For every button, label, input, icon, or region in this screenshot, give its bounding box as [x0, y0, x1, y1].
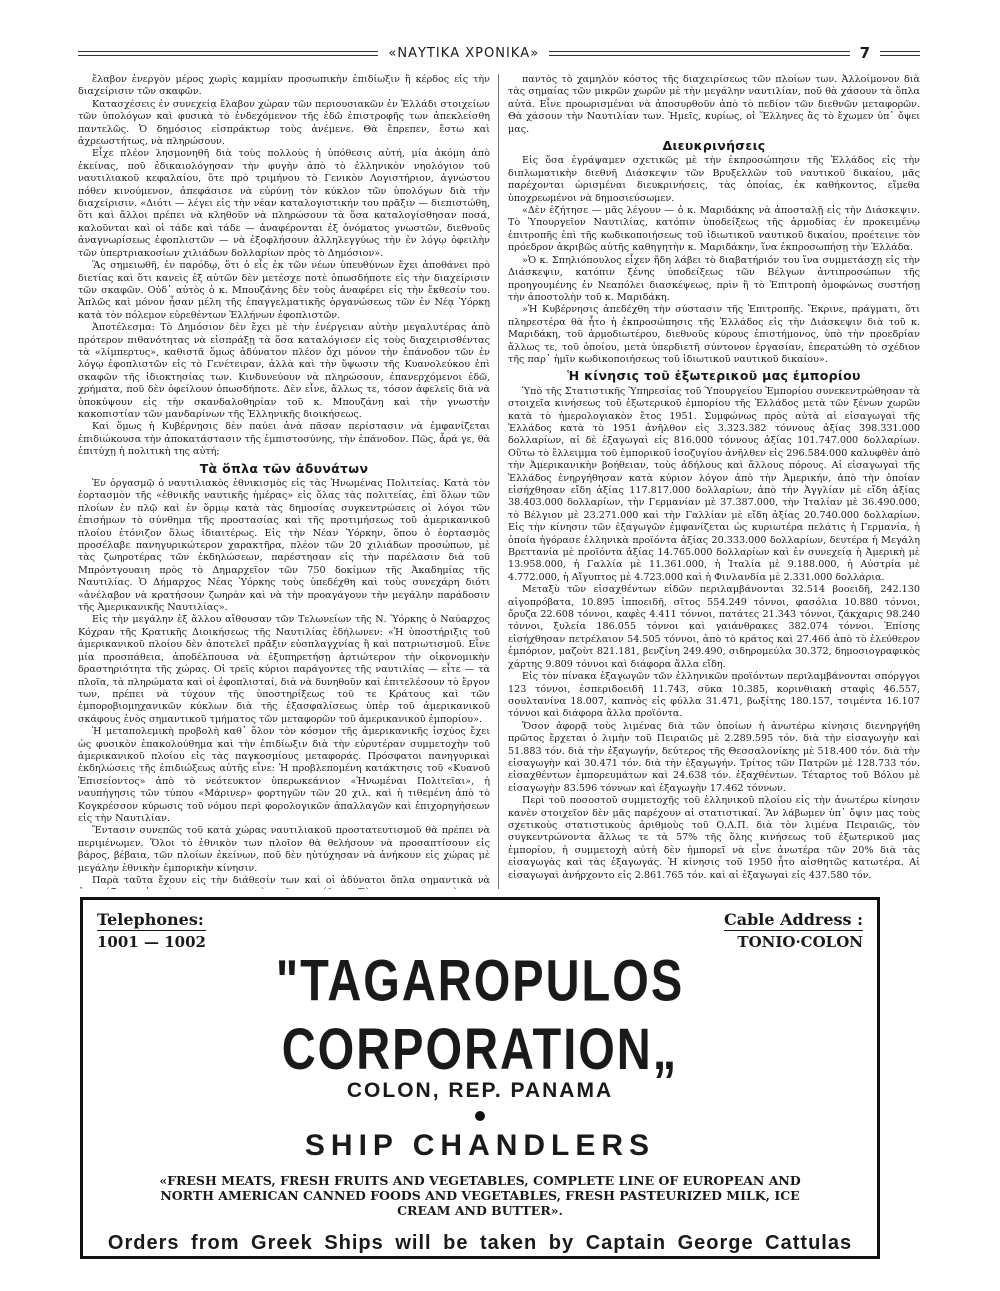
company-name: "TAGAROPULOS CORPORATION„ [275, 946, 685, 1082]
article-paragraph: Εἰς τὴν μεγάλην ἐξ ἄλλου αἴθουσαν τῶν Τελωνείων τῆς Ν. Ὑόρκης ὁ Ναύαρχος Κόχραν τῆς Κρατικῆς Διοικήσεως τῆς Ναυτιλίας ἐδήλωνεν: «Ἡ ὑποστήριξις τοῦ ἀμερικανικοῦ πλοίου δὲν ἀποτελεῖ πρᾶξιν εὐσπλαγχνίας ἢ καὶ πατριωτισμοῦ. Εἶνε μία προσπάθεια, ἀποδέλπουσα νὰ ἐξυπηρετήσῃ ἀρτιώτερον τὴν οἰκονομικὴν δραστηριότητα τῆς χώρας. Οἱ τρεῖς κύριοι παράγοντες τῆς ναυτιλίας — εἶτε — τὰ πλοῖα, τὰ πληρώματα καὶ οἱ ἐφοπλισταί, διὰ νὰ δυνηθοῦν καὶ ἐπιτελέσουν τὸ ἔργον των, πρέπει νὰ τύχουν τῆς ὑποστηρίξεως τοῦ τε Κράτους καὶ τῶν ἐμποροβιομηχανικῶν κύκλων διὰ τῆς ἐξασφαλίσεως ὑπὲρ τοῦ ἀμερικανικοῦ σκάφους ἑνὸς σημαντικοῦ τμήματος τῶν μεταφορῶν τοῦ ἀμερικανικοῦ ἐμπορίου». [78, 614, 490, 725]
article-paragraph: Κατασχέσεις ἐν συνεχείᾳ ἔλαβον χώραν τῶν περιουσιακῶν ἐν Ἑλλάδι στοιχείων τῶν ὑπολόγων καὶ φυσικὰ τὸ ἐνδεχόμενον τῆς ἐδῶ ἐπιστροφῆς των ἀπεκλείσθη παντελῶς. Ὁ δημόσιος εἰσπράκτωρ τοὺς ἀνέμενε. Θὰ ἔπρεπεν, ἔστω καὶ ἀχρεωστήτως, νὰ πληρώσουν. [78, 98, 490, 148]
article-paragraph: Ὅσον ἀφορᾷ τοὺς λιμένας διὰ τῶν ὁποίων ἡ ἀνωτέρω κίνησις διενηργήθη πρῶτος ἔρχεται ὁ λιμὴν τοῦ Πειραιῶς μὲ 2.289.595 τόν. διὰ τὴν εἰσαγωγὴν καὶ 51.883 τόν. διὰ τὴν ἐξαγωγήν, δεύτερος τῆς Θεσσαλονίκης μὲ 518.400 τόν. διὰ τὴν εἰσαγωγὴν καὶ 30.471 τόν. διὰ τὴν ἐξαγωγήν. Τρίτος τῶν Πατρῶν μὲ 128.733 τόν. εἰσαχθέντων ἐμπορευμάτων καὶ 24.638 τόν. ἐξαχθέντων. Τέταρτος τοῦ Βόλου μὲ εἰσαγωγὴν 83.596 τόννων καὶ ἐξαγωγὴν 17.462 τόννων. [508, 720, 920, 794]
article-paragraph: Παρὰ ταῦτα ἔχουν εἰς τὴν διάθεσίν των καὶ οἱ ἀδύνατοι ὅπλα σημαντικὰ νὰ [92, 875, 490, 886]
telephones-label: Telephones: [97, 910, 206, 931]
cable-value: TONIO·COLON [737, 933, 863, 951]
masthead-title: «ΝΑΥΤΙΚΑ ΧΡΟΝΙΚΑ» [388, 45, 540, 61]
telephones-value: 1001 — 1002 [97, 933, 206, 951]
article-paragraph: Ἐν ὀργασμῷ ὁ ναυτιλιακὸς ἐθνικισμὸς εἰς τὰς Ἡνωμένας Πολιτείας. Κατὰ τὸν ἑορτασμὸν τῆς «ἐθνικῆς ναυτικῆς ἡμέρας» εἰς ὅλας τὰς πολιτείας, ἐπὶ ὅλων τῶν πλοίων ἐν πλῷ καὶ ἐν ὅρμῳ κατὰ τὰς δημοσίας συγκεντρώσεις οἱ λόγοι τῶν ἐπισήμων τὸ σύνθημα τῆς προστασίας καὶ τῆς προτιμήσεως τοῦ ἀμερικανικοῦ πλοίου ἐτόνιζον ὅλως ἰδιαιτέρως. Εἰς τὴν Νέαν Ὑόρκην, ὅπου ὁ ἑορτασμὸς προσέλαβε πανηγυρικώτερον χαρακτῆρα, πλέον τῶν 20 χιλιάδων προσώπων, μὲ τὰς ζωηροτέρας τῶν ἐκδηλώσεων, παρέστησαν εἰς τὴν παρέλασιν διὰ τοῦ Μπρόντγουαιη πρὸς τὸ Δημαρχεῖον τῶν 750 δοκίμων τῆς Ἀκαδημίας τῆς Ναυτιλίας. Ὁ Δήμαρχος Νέας Ὑόρκης τοὺς ὑπεδέχθη καὶ τοὺς συνεχάρη διότι «ἀνέλαβον νὰ κρατήσουν ζωηρὰν καὶ νὰ τὴν προαγάγουν τὴν μεγάλην παράδοσιν τῆς Ἀμερικανικῆς Ναυτιλίας». [78, 478, 490, 614]
advertisement-box [80, 897, 880, 1259]
article-paragraph: »Ὁ κ. Σπηλιόπουλος εἶχεν ἤδη λάβει τὸ διαβατήριόν του ἵνα συμμετάσχῃ εἰς τὴν Διάσκεψιν, κατόπιν ξένης ὑποδείξεως τῶν Βέλγων ἀντιπροσώπων τῆς προηγουμένης ἐν Νεαπόλει διασκέψεως, πρὶν ἢ τὸ Ἐπιτροπὴ ὁμοφώνως συστήσῃ τὴν ἀποστολὴν τοῦ κ. Μαριδάκη. [508, 254, 920, 303]
article-paragraph: Περὶ τοῦ ποσοστοῦ συμμετοχῆς τοῦ ἑλληνικοῦ πλοίου εἰς τὴν ἀνωτέρω κίνησιν κανὲν στοιχεῖον δὲν μᾶς παρέχουν αἱ στατιστικαί. Ἂν λάβωμεν ὑπ᾽ ὄψιν μας τοὺς σχετικοὺς στατιστικοὺς ἀριθμοὺς τοῦ Ο.Λ.Π. διὰ τὸν λιμένα Πειραιῶς, τὸν συγκεντρώνοντα ἄλλως τε τὰ 57% τῆς ὅλης κινήσεως τοῦ ἐξωτερικοῦ μας ἐμπορίου, ἡ συμμετοχὴ αὐτὴ δὲν ἠμπορεῖ νὰ εἶνε ἀνωτέρα τῶν 20% διὰ τὰς εἰσαγωγὰς καὶ τὰς ἐξαγωγάς. Ἡ κίνησις τοῦ 1950 ἦτο αἰσθητῶς κατωτέρα. Αἱ εἰσαγωγαὶ ἀνήρχοντο εἰς 2.861.765 τόν. καὶ αἱ ἐξαγωγαὶ εἰς 437.580 τόν. [508, 795, 920, 881]
cable-label: Cable Address : [723, 910, 863, 929]
article-paragraph: »Ἡ Κυβέρνησις ἀπεδέχθη τὴν σύστασιν τῆς Ἐπιτροπῆς. Ἔκρινε, πράγματι, ὅτι πληρεστέρα θὰ ἦτο ἡ ἐκπροσώπησις τῆς Ἑλλάδος εἰς τὴν Διάσκεψιν διὰ τοῦ κ. Μαριδάκη, τοῦ ἁρμοδιωτέρου, διεθνοῦς κύρους ἐπιστήμονος, ὑπὸ τὴν προεδρίαν ἄλλως τε, τοῦ ὁποίου, μετὰ ὑπερδιετῆ σύντονον ἐργασίαν, ἐπερατώθη τὸ σχέδιον τῆς παρ᾽ ἡμῖν κωδικοποιήσεως τοῦ ἰδιωτικοῦ ναυτικοῦ δικαίου». [508, 304, 920, 365]
trade-title: SHIP CHANDLERS [304, 1129, 656, 1162]
article-paragraph: ἔλαβον ἐνεργὸν μέρος χωρὶς καμμίαν προσωπικὴν ἐπιδίωξιν ἢ κέρδος εἰς τὴν διαχείρισιν τῶν σκαφῶν. [78, 74, 490, 98]
right-column [508, 74, 920, 889]
article-paragraph: Ἀποτέλεσμα: Τὸ Δημόσιον δὲν ἔχει μὲ τὴν ἐνέργειαν αὐτὴν μεγαλυτέρας ἀπὸ πρότερον πιθανότητας νὰ εἰσπράξῃ τὰ ὅσα καταλόγισεν εἰς τοὺς διαχειρισθέντας τὰ «λίμπερτυς», καθιστᾶ ὅμως ἀδύνατον πλέον ὄχι μόνον τὴν ἐπάνοδον τῶν ἐν λόγῳ ἐφοπλιστῶν εἰς τὸ Γενέτειραν, ἀλλὰ καὶ τὴν ὕψωσιν τῆς Κυανολεύκου ἐπὶ σκαφῶν τῆς ἰδιοκτησίας των. Κινδυνεύουν νὰ πληρώσουν, ἐπανερχόμενοι ἐδῶ, χρήματα, ποῦ δὲν ὀφείλουν ὁπωσδήποτε. Δὲν εἶνε, ἄλλως τε, τόσον ἀφελεῖς διὰ νὰ ὑποκύψουν εἰς τὴν σκανδαλοθηρίαν τοῦ κ. Μπουζάνη καὶ τὴν γνωστὴν κακοπιστίαν τῶν μανδαρίνων τῆς Ἑλληνικῆς διοικήσεως. [78, 322, 490, 420]
header-rule-end [880, 51, 920, 56]
article-paragraph: Καὶ ὅμως ἡ Κυβέρνησις δὲν παύει ἀνὰ πᾶσαν περίστασιν νὰ ἐμφανίζεται ἐπιδιώκουσα τὴν ἀποκατάστασιν τῆς ἐμπιστοσύνης, τὴν ἐπάνοδον. Πῶς, ἆρά γε, θὰ ἐπιτύχῃ ἡ πολιτικὴ της αὐτή; [78, 421, 490, 458]
article-paragraph: Ἂς σημειωθῆ, ἐν παρόδῳ, ὅτι ὁ εἷς ἐκ τῶν νέων ὑπευθύνων ἔχει ἀποθάνει πρὸ διετίας καὶ ὅτι κανεὶς ἐξ αὐτῶν δὲν μετέσχε ποτὲ ὁπωσδήποτε εἰς τὴν διαχείρισιν τῶν σκαφῶν. Οὐδ᾽ αὐτὸς ὁ κ. Μπουζάνης δὲν τοὺς ἀναφέρει εἰς τὴν ἔκθεσίν του. Ἁπλῶς καὶ μόνον ἦσαν μέλη τῆς ἐπαγγελματικῆς ὀργανώσεως τῶν ἐν Νέᾳ Ὑόρκῃ κατὰ τὸν πόλεμον εὑρεθέντων Ἑλλήνων ἐφοπλιστῶν. [78, 260, 490, 321]
article-paragraph: παντὸς τὸ χαμηλὸν κόστος τῆς διαχειρίσεως τῶν πλοίων των. Ἀλλοίμονον διὰ τὰς σημαίας τῶν μικρῶν χωρῶν μὲ τὴν μεγάλην ναυτιλίαν, ποῦ θὰ χάσουν τὰ ὅπλα αὐτά. Εἶνε προωρισμέναι νὰ ἀποσυρθοῦν ἀπὸ τὸ πεδίον τῶν διεθνῶν μεταφορῶν. Θὰ χάσουν τὴν Ναυτιλίαν των. Ἡμεῖς, κυρίως, οἱ Ἕλληνες ἂς τὸ ἔχωμεν ὑπ᾽ ὄψει μας. [508, 74, 920, 135]
left-column [78, 74, 490, 889]
page-header [78, 42, 920, 64]
orders-note: Orders from Greek Ships will be taken by Captain George Cattulas [107, 1232, 853, 1254]
article-paragraph: Μεταξὺ τῶν εἰσαχθέντων εἰδῶν περιλαμβάνονται 32.514 βοοειδῆ, 242.130 αἰγοπρόβατα, 10.895 ἱπποειδῆ, σῖτος 554.249 τόννοι, φασόλια 10.880 τόννοι, ὄρυζα 22.608 τόννοι, καφὲς 4.411 τόννοι, πατάτες 21.343 τόννοι, ζάκχαρις 98.240 τόννοι, ξυλεία 186.055 τόννοι καὶ γαιάνθρακες 382.074 τόννοι. Ἐπίσης εἰσήχθησαν πετρέλαιον 54.505 τόννοι, ἀπὸ τὸ κράτος καὶ 27.466 ἀπὸ τὸ ἐλεύθερον ἐμπόριον, μαζοὺτ 821.181, βενζίνη 249.490, σιδηρομεύλα 30.372, δημοσιογραφικὸς χάρτης 9.809 τόννοι καὶ διάφορα ἄλλα εἴδη. [508, 584, 920, 670]
page-number: 7 [859, 44, 870, 62]
section-heading-weapons: Τὰ ὅπλα τῶν ἀδυνάτων [199, 460, 369, 476]
products-list: «FRESH MEATS, FRESH FRUITS AND VEGETABLES, COMPLETE LINE OF EUROPEAN AND NORTH AMERICAN CANNED FOODS AND VEGETABLES, FRESH PASTEURIZED MILK, ICE CREAM AND BUTTER». [159, 1173, 801, 1218]
header-rule-right [549, 51, 849, 56]
section-heading-trade: Ἡ κίνησις τοῦ ἐξωτερικοῦ μας ἐμπορίου [567, 368, 861, 384]
article-paragraph: Εἶχε πλέον λησμονηθῆ διὰ τοὺς πολλοὺς ἡ ὑπόθεσις αὐτή, μία ἀκόμη ἀπὸ ἐκείνας, ποῦ ἐδικαιολόγησαν τὴν φυγὴν ἀπὸ τὸ ἑλληνικὸν νηολόγιον τοῦ ναυτιλιακοῦ κεφαλαίου, ὅτε πρὸ τριμήνου τὸ Γενικὸν Λογιστήριον, ἀγνώστου πόθεν κινούμενον, ἀπεφάσισε νὰ εὐρύνῃ τὸν κύκλον τῶν ὑπολόγων διὰ τὴν διαχείρισιν. «Διότι — λέγει εἰς τὴν νέαν καταλογιστικήν του πρᾶξιν — διεπιστώθη, ὅτι καὶ ἄλλοι πρέπει νὰ κληθοῦν νὰ πληρώσουν τὰ ὅσα καταλογίσθησαν ποσά, καλοῦνται καὶ οἱ τάδε καὶ τάδε — ἀναφέρονται ἐξ ὀνόματος γνωστῶν, διεθνοῦς ἀναγνωρίσεως ἐφοπλιστῶν — νὰ ἐξοφλήσουν ἀλληλεγγύως τὴν ἐν λόγῳ ὀφειλὴν τῶν ὑπερτριακοσίων χιλιάδων δολλαρίων πρὸς τὸ Δημόσιον». [78, 148, 490, 259]
article-paragraph: Εἰς τὸν πίνακα ἐξαγωγῶν τῶν ἑλληνικῶν προϊόντων περιλαμβάνονται σπόργγοι 123 τόννοι, ἐσπεριδοειδῆ 11.743, σῦκα 10.385, κορινθιακὴ σταφὶς 46.557, σουλτανίνα 18.007, καπνὸς εἰς φύλλα 31.471, βωξίτης 180.157, τσιμέντα 16.107 τόννοι καὶ διάφορα ἄλλα προϊόντα. [508, 671, 920, 720]
company-location: COLON, REP. PANAMA [346, 1079, 614, 1102]
column-divider [490, 74, 508, 889]
header-rule-left [78, 51, 378, 56]
article-paragraph: «Δὲν ἐζήτησε — μᾶς λέγουν — ὁ κ. Μαριδάκης νὰ ἀποσταλῇ εἰς τὴν Διάσκεψιν. Τὸ Ὑπουργεῖον Ναυτιλίας, κατόπιν ὑποδείξεως τῆς ἁρμοδίας ἐν προκειμένῳ ἐπιτροπῆς ἐπὶ τῆς κωδικοποιήσεως τοῦ ἰδιωτικοῦ ναυτικοῦ δικαίου, προέτεινε τὸν πρόεδρον ἀκριβῶς αὐτῆς καθηγητὴν κ. Μαριδάκην, ἵνα ἐκπροσωπήσῃ τὴν Ἑλλάδα. [508, 205, 920, 254]
article-paragraph: Εἰς ὅσα ἐγράψαμεν σχετικῶς μὲ τὴν ἐκπροσώπησιν τῆς Ἑλλάδος εἰς τὴν διπλωματικὴν διεθνῆ Διάσκεψιν τῶν Βρυξελλῶν τοῦ ναυτικοῦ δικαίου, μᾶς παρέχονται ὡρισμέναι διευκρινήσεις, τὰς ὁποίας, ἐκ καθήκοντος, εἴμεθα ὑποχρεωμένοι νὰ δημοσιεύσωμεν. [508, 155, 920, 204]
article-paragraph: Ἡ μεταπολεμικὴ προβολὴ καθ᾽ ὅλον τὸν κόσμον τῆς ἀμερικανικῆς ἰσχύος ἔχει ὡς φυσικὸν ἐπακολούθημα καὶ τὴν ἐπιδίωξιν διὰ τὴν εὐρυτέραν συμμετοχὴν τοῦ ἀμερικανικοῦ πλοίου εἰς τὰς παγκοσμίους μεταφοράς. Πρόσφατοι πανηγυρικαὶ ἐκδηλώσεις τῆς ἐπιδιώξεως αὐτῆς εἶνε: Ἡ προβλεπομένη κατάκτησις τοῦ «Κυανοῦ Ἐπισείοντος» ἀπὸ τὸ νεότευκτον ὑπερωκεάνιον «Ἡνωμέναι Πολιτεῖαι», ἡ ναυπήγησις τῶν τύπου «Μάρινερ» φορτηγῶν τῶν 20 χιλ. καὶ ἡ τιθεμένη ἀπὸ τὸ Κογκρέσσον κύρωσις τοῦ νόμου περὶ φορολογικῶν ἀπαλλαγῶν καὶ ἐπιχορηγήσεων εἰς τὴν Ναυτιλίαν. [78, 726, 490, 824]
article-columns [78, 74, 920, 889]
section-heading-clarifications: Διευκρινήσεις [662, 138, 766, 154]
article-paragraph: Ἔντασιν συνεπῶς τοῦ κατὰ χώρας ναυτιλιακοῦ προστατευτισμοῦ θὰ πρέπει νὰ περιμένωμεν. Ὅλοι τὸ ἐθνικὸν των πλοῖον θὰ θελήσουν νὰ προσαπτίσουν εἰς βάρος, βέβαια, τῶν πλοίων ἐκείνων, ποῦ δὲν ηὐτύχησαν νὰ ἀνήκουν εἰς χώρας μὲ μεγάλην ἐθνικὴν ἐμπορικὴν κίνησιν. [78, 825, 490, 874]
article-paragraph: Ὑπὸ τῆς Στατιστικῆς Ὑπηρεσίας τοῦ Ὑπουργείου Ἐμπορίου συνεκεντρώθησαν τὰ στοιχεῖα κινήσεως τοῦ ἐξωτερικοῦ ἐμπορίου τῆς Ἑλλάδος μετὰ τῶν ξένων χωρῶν κατὰ τὸ ἡμερολογιακὸν ἔτος 1951. Συμφώνως πρὸς αὐτὰ αἱ εἰσαγωγαὶ τῆς Ἑλλάδος κατὰ τὸ 1951 ἀνῆλθον εἰς 3.323.382 τόννους ἀξίας 398.331.000 δολλαρίων, αἱ δὲ ἐξαγωγαὶ εἰς 816.000 τόννους ἀξίας 101.747.000 δολλαρίων. Οὕτω τὸ ἔλλειμμα τοῦ ἐμπορικοῦ ἰσοζυγίου ἀνῆλθεν εἰς 296.584.000 καλυφθὲν ἀπὸ τὴν Ἀμερικανικὴν βοήθειαν, τοὺς ἀδήλους καὶ ἄλλους πόρους. Αἱ εἰσαγωγαὶ τῆς Ἑλλάδος ἐνηργήθησαν κατὰ κύριον λόγον ἀπὸ τὴν Ἀμερικήν, ἀπὸ τὴν ὁποίαν εἰσήχθησαν εἴδη ἀξίας 117.817.000 δολλαρίων, ἀπὸ τὴν Ἀγγλίαν μὲ εἴδη ἀξίας 38.403.000 δολλαρίων, τὴν Γερμανίαν μὲ 37.387.000, τὴν Ἰταλίαν μὲ 36.490.000, τὸ Βέλγιον μὲ 23.271.000 καὶ τὴν Γαλλίαν μὲ εἴδη ἀξίας 20.740.000 δολλαρίων. Εἰς τὴν κίνησιν τῶν ἐξαγωγῶν ἐμφανίζεται ὡς κυριωτέρα πελάτις ἡ Γερμανία, ἡ ὁποία ἠγόρασε ἑλληνικὰ προϊόντα ἀξίας 20.333.000 δολλαρίων, δευτέρα ἡ Μεγάλη Βρεττανία μὲ προϊόντα ἀξίας 14.765.000 δολλαρίων καὶ ἐν συνεχείᾳ ἡ Ἀμερικὴ μὲ 13.958.000, ἡ Γαλλία μὲ 11.361.000, ἡ Ἰταλία μὲ 9.188.000, ἡ Αὐστρία μὲ 4.772.000, ἡ Αἴγυπτος μὲ 4.723.000 καὶ ἡ Φινλανδία μὲ 2.331.000 δολλάρια. [508, 385, 920, 583]
bullet-dot-icon [475, 1111, 485, 1121]
